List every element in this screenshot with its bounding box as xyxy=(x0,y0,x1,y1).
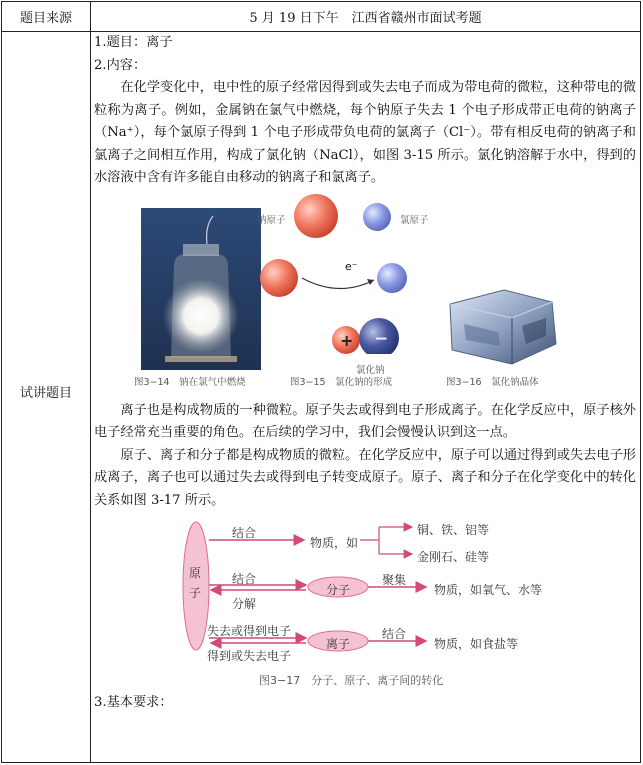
side-label: 试讲题目 xyxy=(19,386,72,401)
combine-label-1: 结合 xyxy=(232,526,257,540)
gain-lose-label: 得到或失去电子 xyxy=(207,649,292,663)
content-heading: 2.内容： xyxy=(94,57,147,73)
sodium-atom-label: 钠原子 xyxy=(257,214,286,226)
caption-fig-3-15: 图3−15 氯化钠的形成 xyxy=(290,376,393,388)
lose-gain-label: 失去或得到电子 xyxy=(207,624,292,638)
header-source-value: 5 月 19 日下午 江西省赣州市面试考题 xyxy=(249,11,482,26)
minus-sign: − xyxy=(374,328,389,349)
diagram-shapes xyxy=(94,514,636,692)
paragraph-2: 离子也是构成物质的一种微粒。原子失去或得到电子形成离子。在化学反应中，原子核外电子经常充当重要的角色。在后续的学习中，我们会慢慢认识到这一点。 xyxy=(94,402,636,440)
combine-label-3: 结合 xyxy=(382,627,407,641)
topic-line: 1.题目：离子 xyxy=(94,35,173,50)
chlorine-atom-label: 氯原子 xyxy=(400,214,429,226)
sodium-burning-photo xyxy=(141,208,261,370)
chlorine-atom-mid xyxy=(377,263,407,293)
paragraph-3: 原子、离子和分子都是构成物质的微粒。在化学反应中，原子可以通过得到或失去电子形成离子，离子也可以通过失去或得到电子转变成原子。原子、离子和分子在化学变化中的转化关系如图 3-17 所示。 xyxy=(94,447,636,508)
combine-label-2: 结合 xyxy=(232,572,257,586)
nacl-crystal-photo xyxy=(442,284,562,370)
oxygen-water-label: 物质，如氧气、水等 xyxy=(434,583,543,597)
paragraph-1: 在化学变化中，电中性的原子经常因得到或失去电子而成为带电荷的微粒，这种带电的微粒称为离子。例如，金属钠在氯气中燃烧，每个钠原子失去 1 个电子形成带正电荷的钠离子（Na⁺），每个氯原子得到 1 个电子形成带负电荷的氯离子（Cl⁻）。带有相反电荷的钠离子和氯离子之间相互作用，构成了氯化钠（NaCl），如图 3-15 所示。氯化钠溶解于水中，得到的水溶液中含有许多能自由移动的钠离子和氯离子。 xyxy=(94,80,636,185)
atom-char-1: 原 xyxy=(189,566,202,580)
chlorine-atom-top xyxy=(363,203,391,231)
sodium-atom-mid xyxy=(260,259,298,297)
electron-label: e⁻ xyxy=(345,259,358,273)
atom-char-2: 子 xyxy=(189,586,202,600)
column-divider xyxy=(90,2,91,762)
aggregate-label: 聚集 xyxy=(382,573,407,587)
ion-label: 离子 xyxy=(326,637,351,651)
content-cell xyxy=(94,32,636,715)
transformation-diagram xyxy=(94,514,636,692)
caption-fig-3-17: 图3−17 分子、原子、离子间的转化 xyxy=(259,674,444,687)
substance-such-as: 物质，如 xyxy=(310,536,359,550)
plus-sign: + xyxy=(340,330,354,350)
header-source-label: 题目来源 xyxy=(19,11,72,26)
diamond-label: 金刚石、硅等 xyxy=(417,550,490,564)
figure-row xyxy=(94,194,636,394)
nacl-label: 氯化钠 xyxy=(356,364,385,376)
caption-fig-3-16: 图3−16 氯化钠晶体 xyxy=(446,376,539,388)
decompose-label: 分解 xyxy=(232,597,257,611)
requirements-heading: 3.基本要求： xyxy=(94,695,173,710)
molecule-label: 分子 xyxy=(326,583,351,597)
caption-fig-3-14: 图3−14 钠在氯气中燃烧 xyxy=(134,376,246,388)
sodium-atom-top xyxy=(294,194,338,238)
document-table xyxy=(1,1,641,763)
metals-label: 铜、铁、铝等 xyxy=(417,523,490,537)
salt-label: 物质，如食盐等 xyxy=(434,637,519,651)
